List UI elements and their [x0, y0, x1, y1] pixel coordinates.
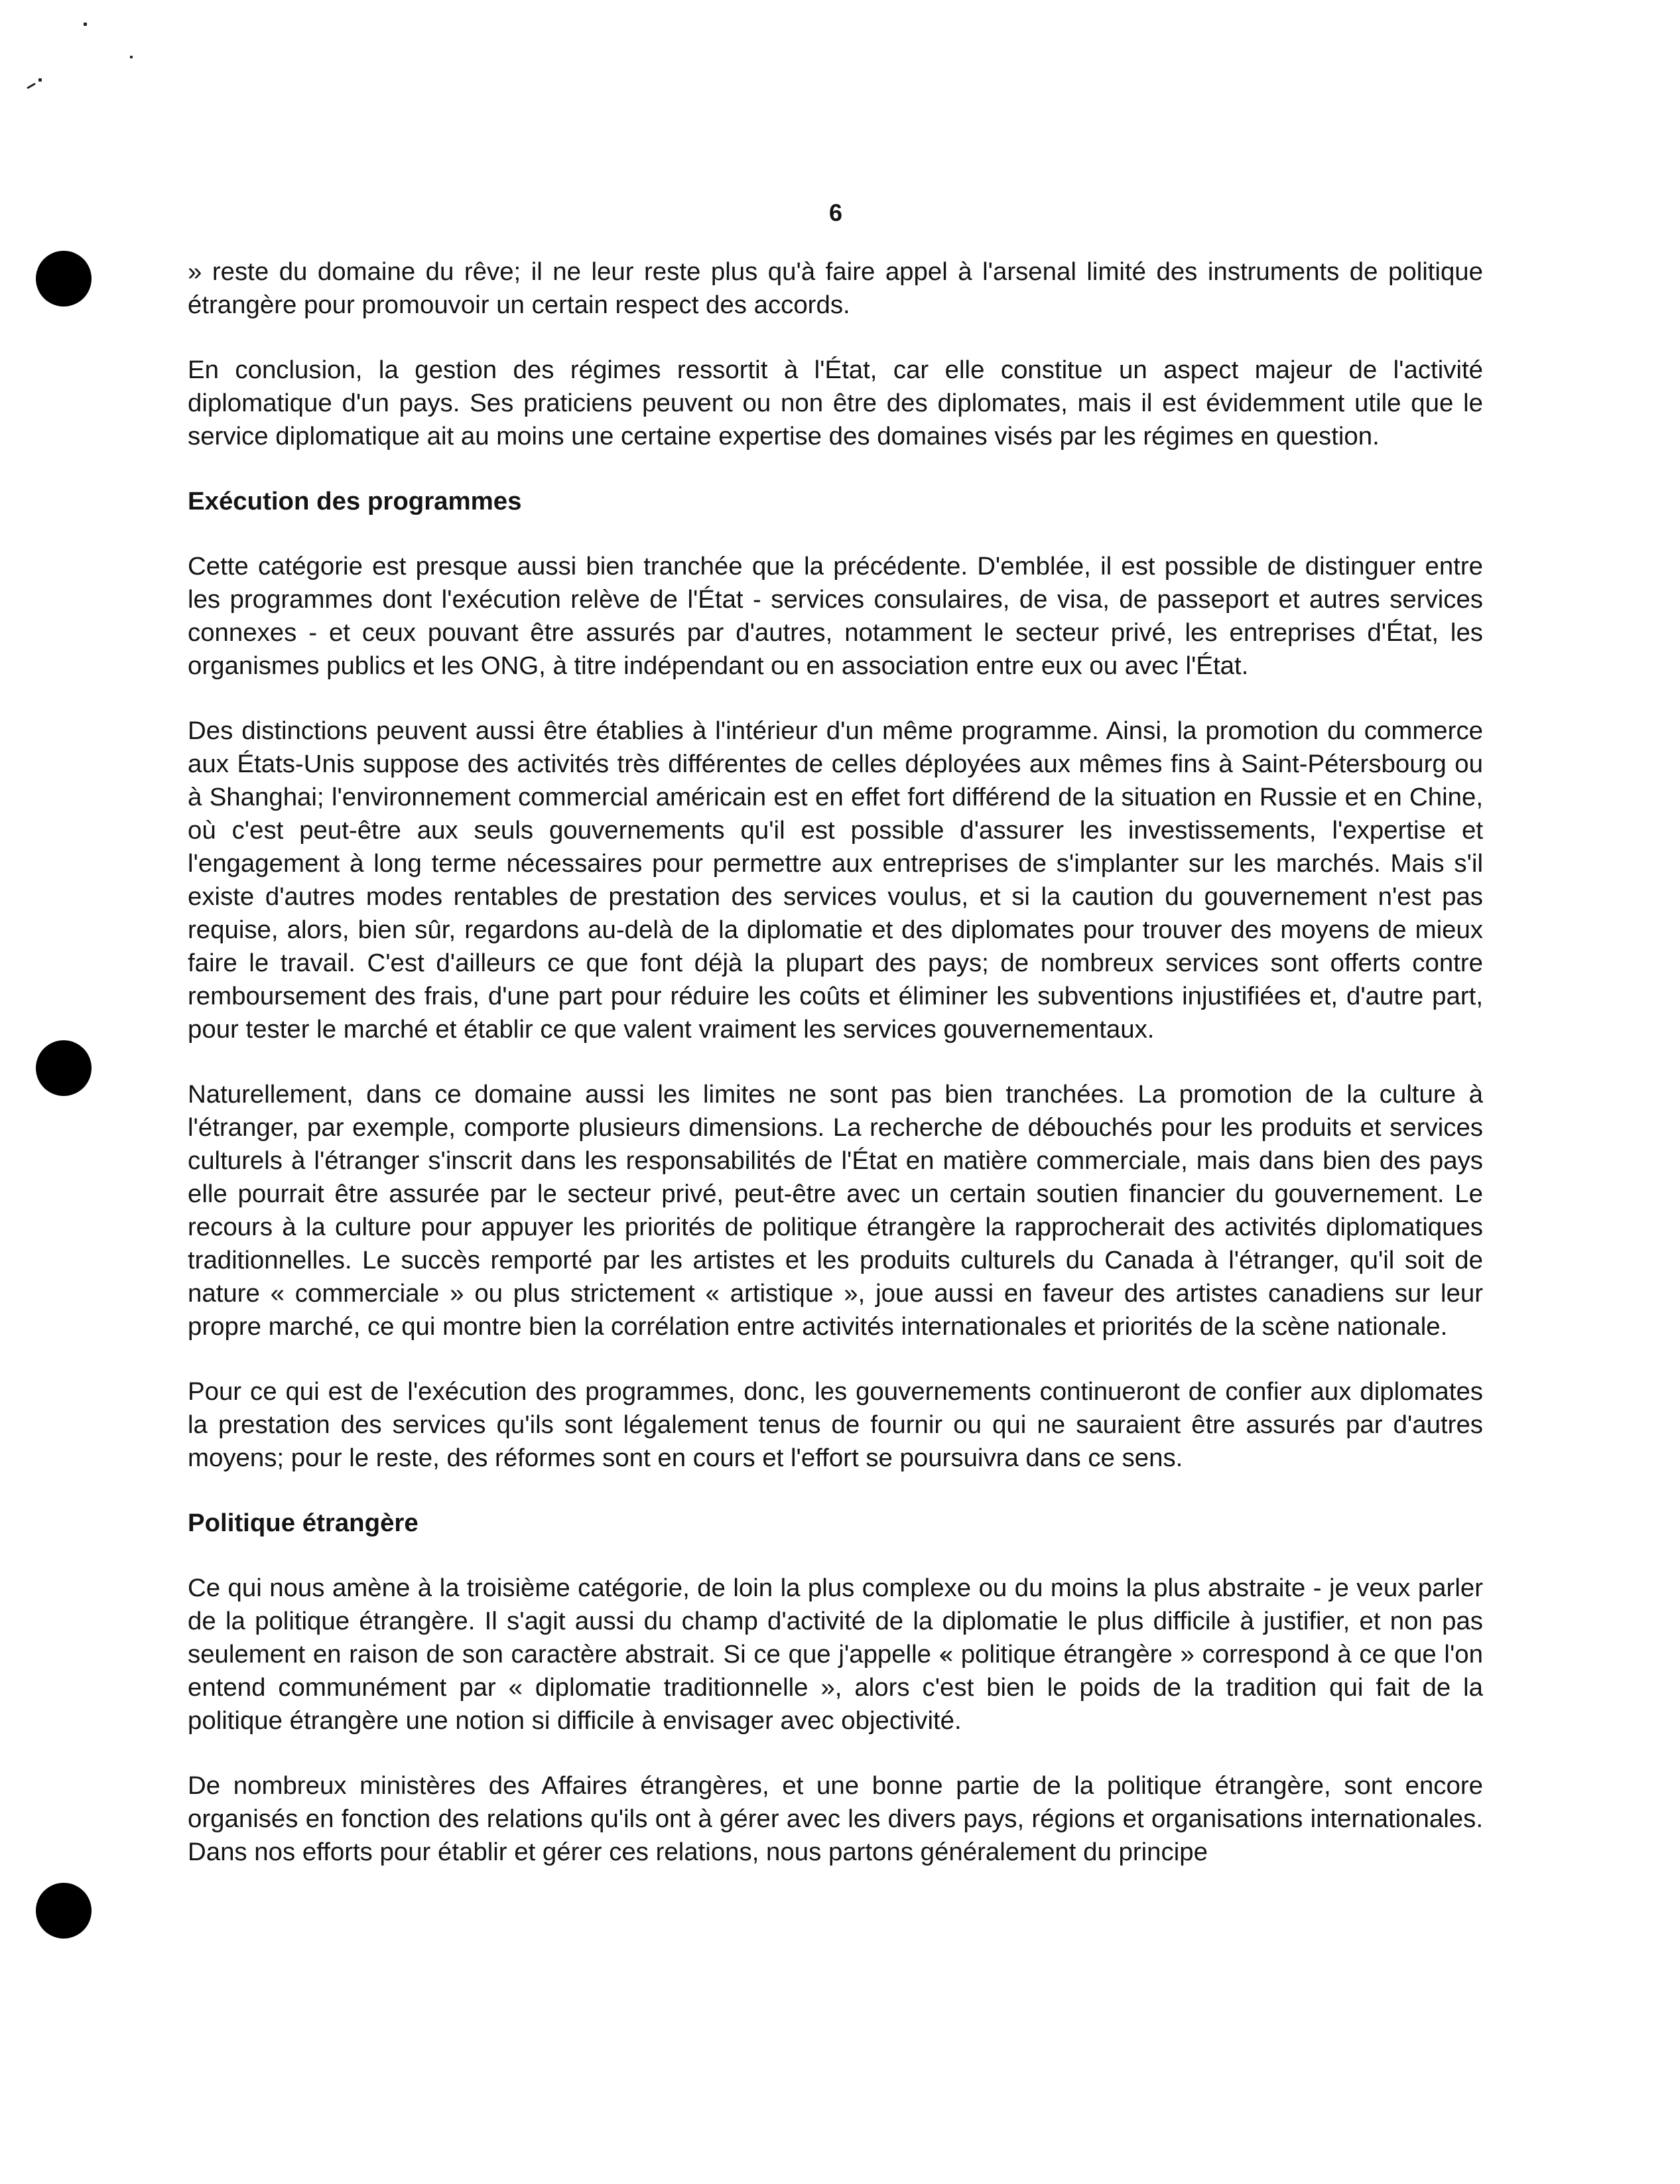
section-heading: Politique étrangère — [188, 1509, 419, 1537]
paragraph: De nombreux ministères des Affaires étrangères, et une bonne partie de la politique étrangère, sont encore organisés en fonction des relations qu'ils ont à gérer avec les divers pays, régions et organisations internationales. Dans nos efforts pour établir et gérer ces relations, nous partons généralement du principe — [188, 1771, 1483, 1866]
paragraph: Naturellement, dans ce domaine aussi les limites ne sont pas bien tranchées. La promotion de la culture à l'étranger, par exemple, comporte plusieurs dimensions. La recherche de débouchés pour les produits et services culturels à l'étranger s'inscrit dans les responsabilités de l'État en matière commerciale, mais dans bien des pays elle pourrait être assurée par le secteur privé, peut-être avec un certain soutien financier du gouvernement. Le recours à la culture pour appuyer les priorités de politique étrangère la rapprocherait des activités diplomatiques traditionnelles. Le succès remporté par les artistes et les produits culturels du Canada à l'étranger, qu'il soit de nature « commerciale » ou plus strictement « artistique », joue aussi en faveur des artistes canadiens sur leur propre marché, ce qui montre bien la corrélation entre activités internationales et priorités de la scène nationale. — [188, 1080, 1483, 1341]
paragraph: Cette catégorie est presque aussi bien tranchée que la précédente. D'emblée, il est possible de distinguer entre les programmes dont l'exécution relève de l'État - services consulaires, de visa, de passeport et autres services connexes - et ceux pouvant être assurés par d'autres, notamment le secteur privé, les entreprises d'État, les organismes publics et les ONG, à titre indépendant ou en association entre eux ou avec l'État. — [188, 552, 1483, 680]
scan-speck — [38, 78, 42, 82]
scan-speck — [130, 56, 133, 58]
binder-hole — [36, 1883, 92, 1939]
paragraph: Pour ce qui est de l'exécution des programmes, donc, les gouvernements continueront de confier aux diplomates la prestation des services qu'ils sont légalement tenus de fournir ou qui ne sauraient être assurés par d'autres moyens; pour le reste, des réformes sont en cours et l'effort se poursuivra dans ce sens. — [188, 1377, 1483, 1472]
document-body — [188, 255, 1483, 1901]
paragraph: » reste du domaine du rêve; il ne leur reste plus qu'à faire appel à l'arsenal limité des instruments de politique étrangère pour promouvoir un certain respect des accords. — [188, 257, 1483, 319]
binder-hole — [36, 251, 92, 307]
scan-speck — [84, 23, 87, 26]
binder-hole — [36, 1040, 92, 1096]
paragraph: Des distinctions peuvent aussi être établies à l'intérieur d'un même programme. Ainsi, la promotion du commerce aux États-Unis suppose des activités très différentes de celles déployées aux mêmes fins à Saint-Pétersbourg ou à Shanghai; l'environnement commercial américain est en effet fort différend de la situation en Russie et en Chine, où c'est peut-être aux seuls gouvernements qu'il est possible d'assurer les investissements, l'expertise et l'engagement à long terme nécessaires pour permettre aux entreprises de s'implanter sur les marchés. Mais s'il existe d'autres modes rentables de prestation des services voulus, et si la caution du gouvernement n'est pas requise, alors, bien sûr, regardons au-delà de la diplomatie et des diplomates pour trouver des moyens de mieux faire le travail. C'est d'ailleurs ce que font déjà la plupart des pays; de nombreux services sont offerts contre remboursement des frais, d'une part pour réduire les coûts et éliminer les subventions injustifiées et, d'autre part, pour tester le marché et établir ce que valent vraiment les services gouvernementaux. — [188, 717, 1483, 1044]
page-number: 6 — [829, 199, 843, 226]
scan-speck — [27, 83, 36, 90]
paragraph: En conclusion, la gestion des régimes ressortit à l'État, car elle constitue un aspect majeur de l'activité diplomatique d'un pays. Ses praticiens peuvent ou non être des diplomates, mais il est évidemment utile que le service diplomatique ait au moins une certaine expertise des domaines visés par les régimes en question. — [188, 356, 1483, 450]
paragraph: Ce qui nous amène à la troisième catégorie, de loin la plus complexe ou du moins la plus abstraite - je veux parler de la politique étrangère. Il s'agit aussi du champ d'activité de la diplomatie le plus difficile à justifier, et non pas seulement en raison de son caractère abstrait. Si ce que j'appelle « politique étrangère » correspond à ce que l'on entend communément par « diplomatie traditionnelle », alors c'est bien le poids de la tradition qui fait de la politique étrangère une notion si difficile à envisager avec objectivité. — [188, 1574, 1483, 1735]
section-heading: Exécution des programmes — [188, 487, 522, 515]
